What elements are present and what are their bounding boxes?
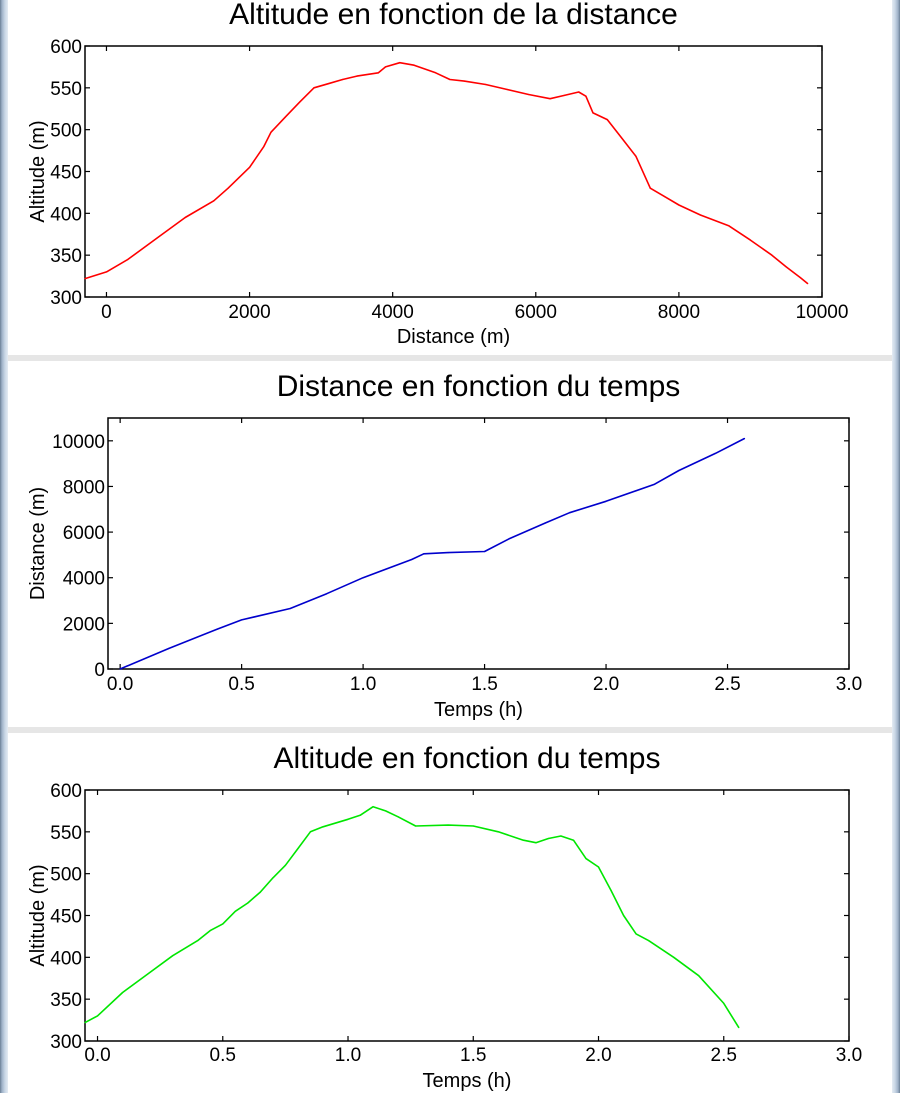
chart-2-data-point xyxy=(326,593,327,594)
chart-1-data-point xyxy=(263,146,264,147)
chart-1-xtick-label: 2000 xyxy=(228,302,271,323)
chart-1-data-point xyxy=(678,204,679,205)
chart-3-data-point xyxy=(585,858,586,859)
chart-1-ytick-label: 500 xyxy=(50,120,82,142)
chart-2-data-point xyxy=(484,551,485,552)
chart-3-data-point xyxy=(523,840,524,841)
chart-1-data-point xyxy=(378,72,379,73)
chart-3-data-point xyxy=(247,902,248,903)
chart-2-ytick-label: 8000 xyxy=(62,477,105,499)
chart-2-data-point xyxy=(362,577,363,578)
chart-1-data-point xyxy=(728,225,729,226)
chart-3-data-point xyxy=(560,835,561,836)
chart-3-ytick-label: 400 xyxy=(50,948,82,970)
chart-3-data-point xyxy=(648,940,649,941)
chart-3-data-point xyxy=(548,838,549,839)
chart-1-ytick-label: 350 xyxy=(50,246,82,268)
chart-2-xtick-label: 3.0 xyxy=(835,674,863,695)
chart-1-ytick-label: 550 xyxy=(50,78,82,100)
chart-3-data-point xyxy=(673,957,674,958)
chart-2-ytick-label: 2000 xyxy=(62,614,105,636)
chart-2-data-point xyxy=(715,453,716,454)
chart-3-data-point xyxy=(598,866,599,867)
chart-3-data-point xyxy=(222,923,223,924)
chart-3-ylabel: Altitude (m) xyxy=(27,864,49,967)
chart-3-xtick-label: 3.0 xyxy=(835,1045,863,1066)
chart-3-data-point xyxy=(147,973,148,974)
chart-1-data-point xyxy=(485,84,486,85)
chart-2-data-point xyxy=(217,628,218,629)
chart-1-ytick-label: 300 xyxy=(50,288,82,309)
chart-1-frame xyxy=(85,46,822,297)
chart-3-data-point xyxy=(698,975,699,976)
chart-3-data-point xyxy=(535,842,536,843)
chart-1-data-point xyxy=(399,62,400,63)
chart-3-data-point xyxy=(197,940,198,941)
chart-1-xtick-label: 0 xyxy=(101,302,112,323)
chart-1-data-point xyxy=(578,91,579,92)
chart-2-xtick-label: 0.5 xyxy=(228,674,255,695)
chart-1-data-point xyxy=(449,79,450,80)
chart-3-data-point xyxy=(448,825,449,826)
chart-2-ytick-label: 6000 xyxy=(62,523,105,545)
chart-1-data-point xyxy=(299,101,300,102)
chart-3-data-point xyxy=(297,848,298,849)
chart-3-data-point xyxy=(285,865,286,866)
chart-1-data-point xyxy=(771,255,772,256)
chart-2-data-point xyxy=(411,559,412,560)
chart-1-data-point xyxy=(156,238,157,239)
chart-2-data-point xyxy=(423,553,424,554)
chart-3-data-point xyxy=(360,815,361,816)
chart-1-data-point xyxy=(592,112,593,113)
chart-1-xlabel: Distance (m) xyxy=(396,326,511,348)
chart-1-data-point xyxy=(84,278,85,279)
chart-1-data-point xyxy=(807,283,808,284)
chart-2-ytick-label: 4000 xyxy=(62,568,105,590)
chart-3-data-point xyxy=(84,1022,85,1023)
chart-1-xtick-label: 6000 xyxy=(514,302,557,323)
chart-3-ytick-label: 500 xyxy=(50,864,82,886)
chart-3-title: Altitude en fonction du temps xyxy=(273,742,661,775)
chart-1-data-point xyxy=(750,240,751,241)
chart-1-data-point xyxy=(464,81,465,82)
chart-3-series-line xyxy=(85,807,739,1028)
chart-3-data-point xyxy=(498,831,499,832)
chart-2-data-point xyxy=(241,619,242,620)
chart-1-data-point xyxy=(313,87,314,88)
chart-1-data-point xyxy=(342,79,343,80)
chart-3-data-point xyxy=(172,955,173,956)
chart-1-data-point xyxy=(700,214,701,215)
chart-3-data-point xyxy=(398,816,399,817)
chart-3-xtick-label: 1.5 xyxy=(460,1045,487,1066)
chart-1-data-point xyxy=(607,119,608,120)
chart-3-data-point xyxy=(97,1015,98,1016)
chart-2-ytick-label: 10000 xyxy=(52,431,105,453)
chart-3-data-point xyxy=(235,911,236,912)
chart-1-ytick-label: 600 xyxy=(50,37,82,58)
chart-3-ytick-label: 350 xyxy=(50,990,82,1012)
chart-1-data-point xyxy=(528,94,529,95)
chart-1-xtick-label: 10000 xyxy=(795,302,849,323)
chart-3-ytick-label: 550 xyxy=(50,822,82,844)
chart-2-data-point xyxy=(605,501,606,502)
chart-3-data-point xyxy=(310,831,311,832)
chart-1-data-point xyxy=(564,95,565,96)
chart-1-data-point xyxy=(585,96,586,97)
chart-3-data-point xyxy=(385,810,386,811)
chart-3-data-point xyxy=(272,877,273,878)
chart-2-xtick-label: 1.0 xyxy=(349,674,377,695)
chart-3-ytick-label: 450 xyxy=(50,906,82,928)
chart-3-xtick-label: 2.0 xyxy=(585,1045,612,1066)
chart-3-data-point xyxy=(210,930,211,931)
chart-3-data-point xyxy=(372,806,373,807)
chart-1-xtick-label: 4000 xyxy=(371,302,414,323)
chart-1-data-point xyxy=(549,98,550,99)
chart-1-title: Altitude en fonction de la distance xyxy=(229,0,678,31)
chart-2-data-point xyxy=(168,648,169,649)
chart-2-ylabel: Distance (m) xyxy=(27,486,49,601)
chart-3-data-point xyxy=(122,992,123,993)
chart-3-ytick-label: 300 xyxy=(50,1032,82,1053)
chart-2-data-point xyxy=(448,552,449,553)
chart-1-data-point xyxy=(664,196,665,197)
chart-3-xtick-label: 2.5 xyxy=(710,1045,737,1066)
chart-3-data-point xyxy=(473,825,474,826)
chart-2-xtick-label: 2.5 xyxy=(714,674,741,695)
chart-3-data-point xyxy=(635,933,636,934)
chart-1-data-point xyxy=(635,156,636,157)
chart-2-data-point xyxy=(545,522,546,523)
chart-1-data-point xyxy=(786,266,787,267)
chart-2-series-line xyxy=(120,439,744,670)
chart-2-data-point xyxy=(508,538,509,539)
chart-2-data-point xyxy=(569,512,570,513)
chart-3-xtick-label: 1.0 xyxy=(334,1045,362,1066)
chart-2-xlabel: Temps (h) xyxy=(434,699,523,721)
chart-1-data-point xyxy=(185,217,186,218)
chart-1-data-point xyxy=(650,188,651,189)
chart-2-data-point xyxy=(654,484,655,485)
chart-3-data-point xyxy=(415,825,416,826)
chart-2-frame xyxy=(108,418,849,669)
chart-2-data-point xyxy=(120,668,121,669)
chart-3-data-point xyxy=(623,915,624,916)
chart-1-data-point xyxy=(435,72,436,73)
chart-2-xtick-label: 1.5 xyxy=(471,674,498,695)
chart-1-data-point xyxy=(127,259,128,260)
chart-1-xtick-label: 8000 xyxy=(657,302,701,323)
chart-3-data-point xyxy=(260,891,261,892)
chart-2-xtick-label: 0.0 xyxy=(106,674,134,695)
chart-1-data-point xyxy=(800,277,801,278)
chart-1-data-point xyxy=(270,132,271,133)
chart-3-data-point xyxy=(347,819,348,820)
chart-1-data-point xyxy=(621,137,622,138)
chart-1-data-point xyxy=(249,167,250,168)
chart-2-xtick-label: 2.0 xyxy=(592,674,620,695)
chart-3-data-point xyxy=(573,840,574,841)
chart-1-ytick-label: 400 xyxy=(50,204,82,226)
chart-1-ylabel: Altitude (m) xyxy=(27,120,49,223)
chart-2-data-point xyxy=(744,438,745,439)
chart-3-data-point xyxy=(723,1003,724,1004)
chart-1-data-point xyxy=(328,83,329,84)
chart-3-xlabel: Temps (h) xyxy=(422,1070,512,1092)
chart-1-data-point xyxy=(507,89,508,90)
chart-1-data-point xyxy=(414,65,415,66)
chart-1-data-point xyxy=(285,117,286,118)
chart-2-title: Distance en fonction du temps xyxy=(276,370,681,403)
chart-3-frame xyxy=(85,790,849,1041)
chart-1-ytick-label: 450 xyxy=(50,162,82,184)
chart-3-xtick-label: 0.5 xyxy=(209,1045,236,1066)
chart-2-data-point xyxy=(678,470,679,471)
chart-1-data-point xyxy=(356,76,357,77)
chart-1-series-line xyxy=(85,63,808,284)
chart-3-ytick-label: 600 xyxy=(50,781,82,802)
chart-2-data-point xyxy=(290,608,291,609)
chart-3-data-point xyxy=(322,826,323,827)
chart-1-data-point xyxy=(106,271,107,272)
chart-2-ytick-label: 0 xyxy=(94,660,105,681)
chart-3-data-point xyxy=(610,890,611,891)
chart-1-data-point xyxy=(213,200,214,201)
chart-1-data-point xyxy=(385,66,386,67)
chart-3-xtick-label: 0.0 xyxy=(84,1045,111,1066)
chart-1-data-point xyxy=(228,188,229,189)
chart-3-data-point xyxy=(738,1027,739,1028)
